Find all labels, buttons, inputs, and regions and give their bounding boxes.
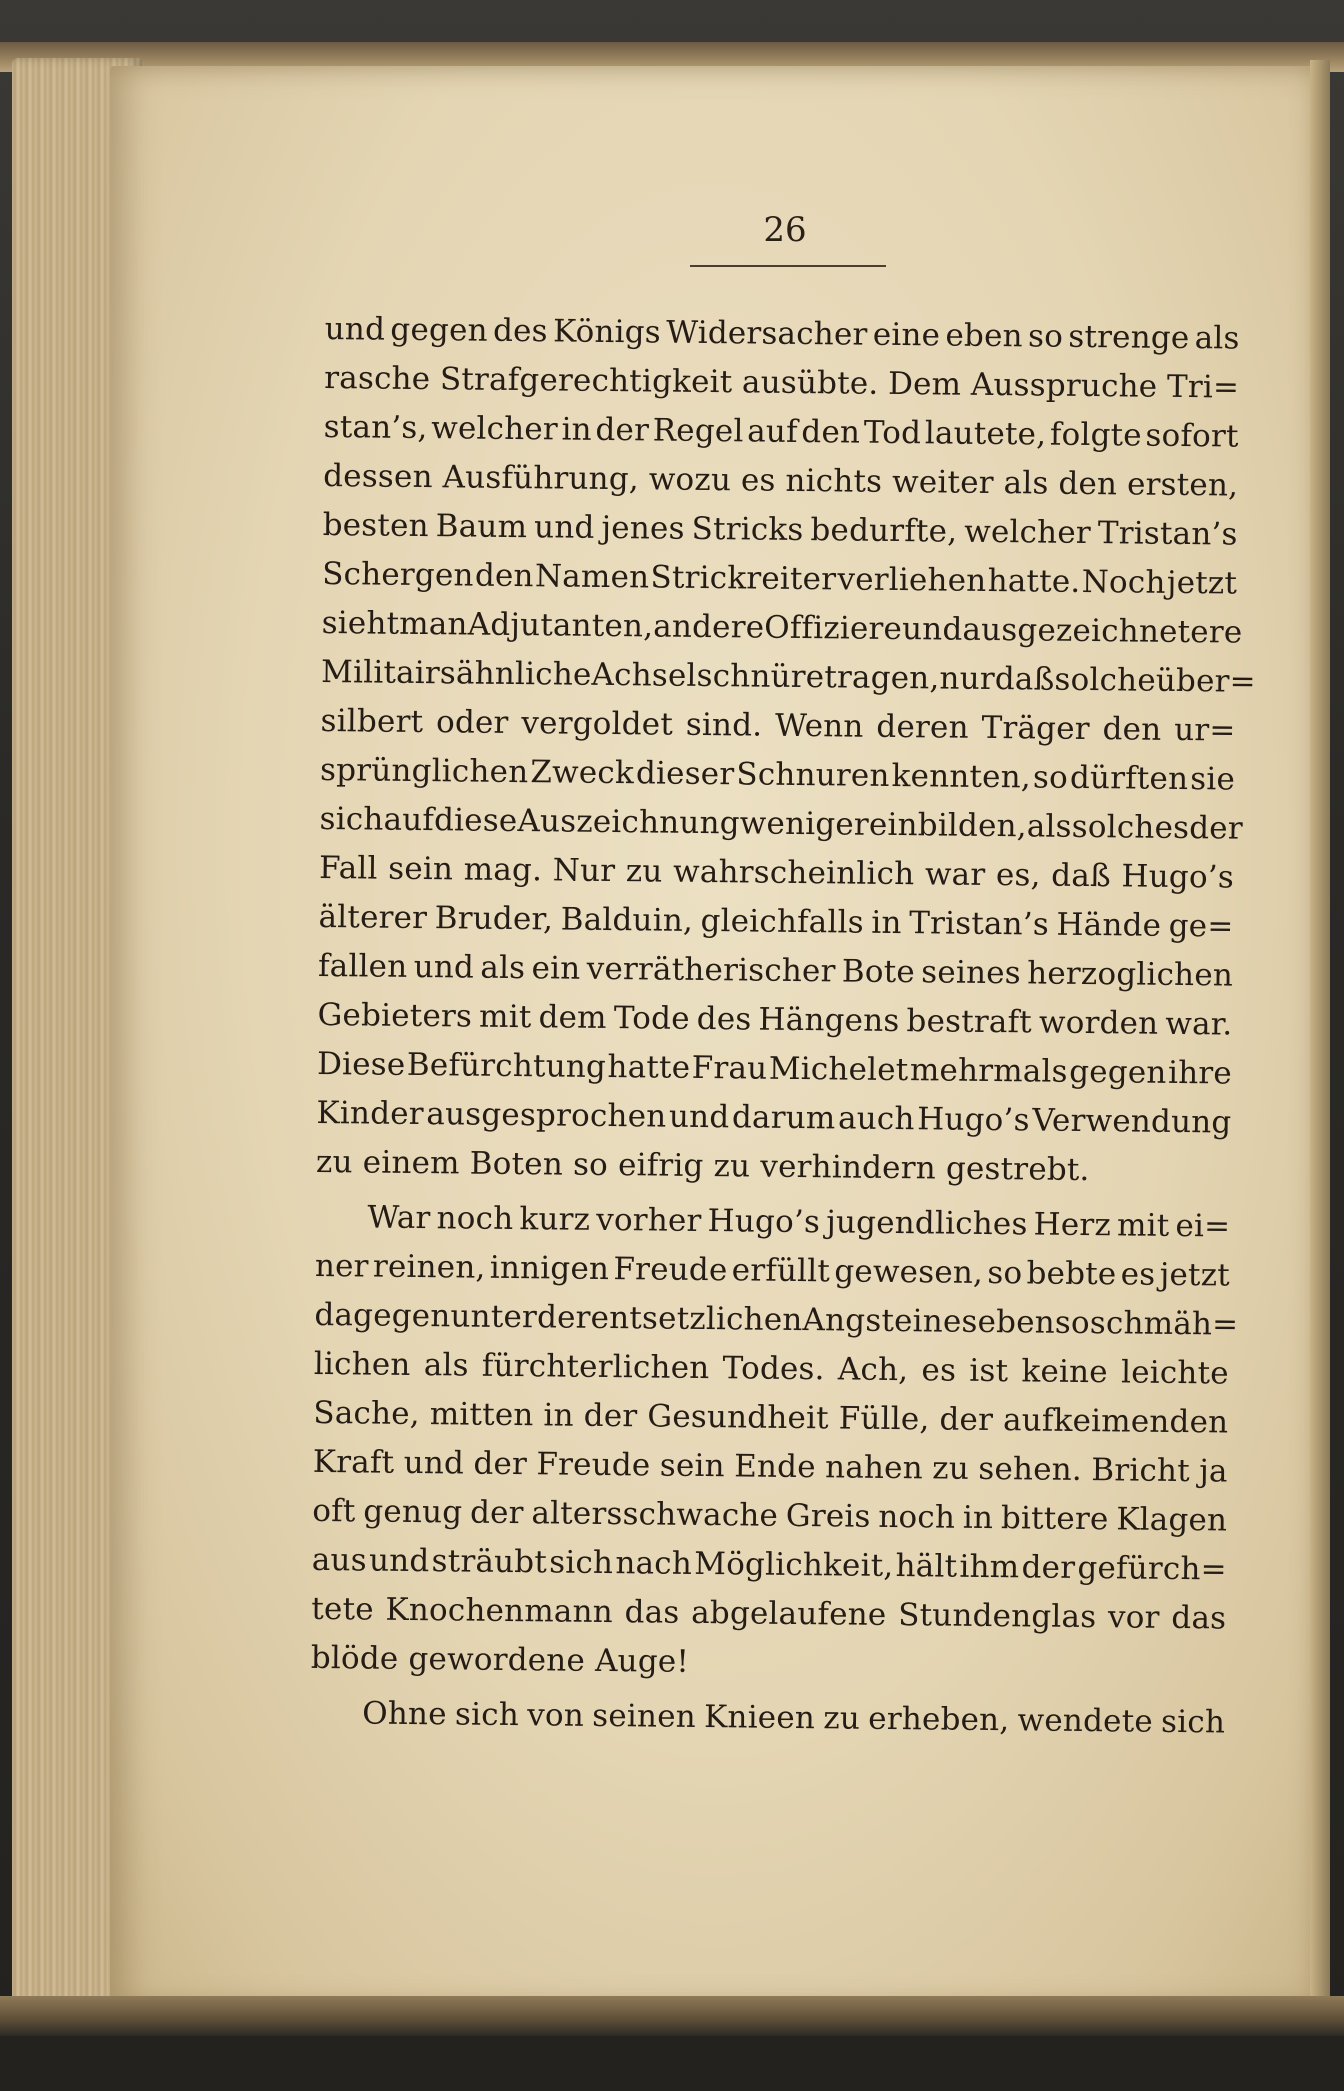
text-line: sieht man Adjutanten, andere Offiziere und ausgezeichnetere (321, 604, 1243, 651)
text-line: und gegen des Königs Widersacher eine eben so strenge als (324, 310, 1240, 357)
paragraph (315, 305, 1257, 1197)
text-line: War noch kurz vorher Hugo’s jugendliches Herz mit ei= (367, 1199, 1231, 1245)
text-line: Schergen den Namen Strickreiter verliehen hatte. Noch jetzt (321, 555, 1238, 602)
text-line: Fall sein mag. Nur zu wahrscheinlich war es, daß Hugo’s (318, 849, 1235, 896)
text-line: sprünglichen Zweck dieser Schnuren kennten, so dürften sie (319, 751, 1236, 798)
text-line: Sache, mitten in der Gesundheit Fülle, der aufkeimenden (313, 1394, 1229, 1441)
text-line: Ohne sich von seinen Knieen zu erheben, wendete sich (362, 1695, 1226, 1741)
header-rule (690, 265, 886, 267)
text-line: tete Knochenmann das abgelaufene Stundenglas vor das (311, 1590, 1227, 1637)
text-line: aus und sträubt sich nach Möglichkeit, hält ihm der gefürch= (311, 1541, 1227, 1588)
body-text (310, 305, 1257, 1748)
text-line: dagegen unter der entsetzlichen Angst eines eben so schmäh= (314, 1296, 1239, 1343)
text-line: blöde gewordene Auge! (310, 1639, 690, 1680)
text-line: lichen als fürchterlichen Todes. Ach, es ist keine leichte (313, 1345, 1229, 1392)
text-line: Militairs ähnliche Achselschnüre tragen, nur daß solche über= (320, 653, 1257, 700)
text-line: zu einem Boten so eifrig zu verhindern gestrebt. (315, 1143, 1090, 1189)
text-line: Diese Befürchtung hatte Frau Michelet mehrmals gegen ihre (316, 1045, 1233, 1092)
text-line: stan’s, welcher in der Regel auf den Tod lautete, folgte sofort (323, 408, 1239, 455)
text-line: dessen Ausführung, wozu es nichts weiter als den ersten, (323, 457, 1239, 504)
text-line: rasche Strafgerechtigkeit ausübte. Dem Ausspruche Tri= (324, 359, 1240, 406)
text-line: ner reinen, innigen Freude erfüllt gewesen, so bebte es jetzt (314, 1247, 1231, 1294)
text-line: sich auf diese Auszeichnung weniger einbilden, als solches der (319, 800, 1244, 847)
text-line: Kinder ausgesprochen und darum auch Hugo’s Verwendung (316, 1094, 1232, 1141)
text-line: Kraft und der Freude sein Ende nahen zu sehen. Bricht ja (312, 1443, 1228, 1490)
text-line: silbert oder vergoldet sind. Wenn deren Träger den ur= (320, 702, 1236, 749)
paragraph (310, 1193, 1239, 1693)
text-line: fallen und als ein verrätherischer Bote seines herzoglichen (317, 947, 1234, 994)
text-line: älterer Bruder, Balduin, gleichfalls in Tristan’s Hände ge= (318, 898, 1234, 945)
page-number: 26 (763, 210, 807, 250)
page-right-edge (1310, 60, 1330, 2010)
text-line: oft genug der altersschwache Greis noch in bittere Klagen (312, 1492, 1228, 1539)
paragraph (310, 1689, 1225, 1748)
page-bottom-edge (0, 1996, 1344, 2036)
text-line: Gebieters mit dem Tode des Hängens bestraft worden war. (317, 996, 1233, 1043)
text-line: besten Baum und jenes Stricks bedurfte, welcher Tristan’s (322, 506, 1238, 553)
